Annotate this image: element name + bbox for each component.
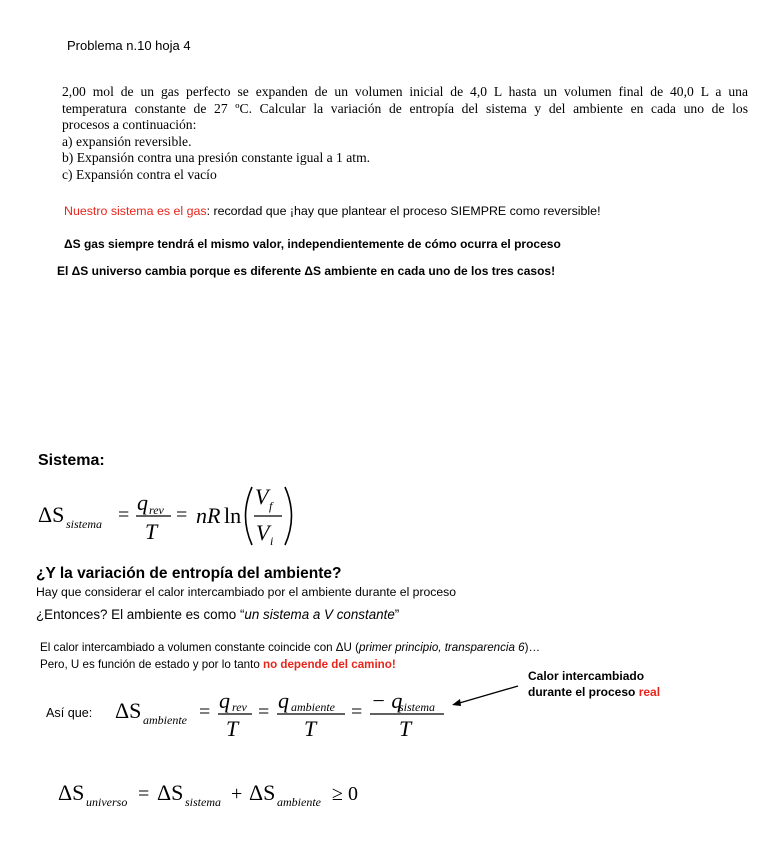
ambiente-equation — [115, 688, 450, 740]
amb-minus-q: − q — [371, 688, 403, 713]
sis-q-sub: rev — [149, 503, 164, 517]
uni-sub-amb: ambiente — [277, 795, 321, 809]
system-note — [64, 204, 601, 218]
ambiente-heat-note: Hay que considerar el calor intercambiado por el ambiente durante el proceso — [36, 585, 457, 599]
gas-entropy-note: ΔS gas siempre tendrá el mismo valor, independientemente de cómo ocurra el proceso — [64, 237, 561, 251]
amb-sis-sub: sistema — [399, 700, 435, 714]
amb-rev-sub: rev — [232, 700, 247, 714]
system-note-text: : recordad que ¡hay que plantear el proceso SIEMPRE como reversible! — [206, 204, 601, 218]
amb-T-3: T — [399, 716, 412, 741]
sis-delta-s: ΔS — [38, 502, 65, 527]
amb-T-1: T — [226, 716, 239, 741]
sistema-equation — [38, 484, 308, 548]
uni-sub: universo — [86, 795, 128, 809]
system-note-highlight: Nuestro sistema es el gas — [64, 204, 207, 218]
amb-q-rev: q — [219, 688, 230, 713]
uni-sub-sis: sistema — [185, 795, 221, 809]
sis-right-paren — [285, 487, 292, 545]
amb-eq-1: = — [199, 701, 211, 723]
real-process-callout — [528, 668, 660, 700]
universe-entropy-note: El ΔS universo cambia porque es diferente ΔS ambiente en cada uno de los tres casos! — [57, 264, 556, 278]
problem-statement — [62, 84, 748, 183]
problem-line-1: 2,00 mol de un gas perfecto se expanden de un volumen inicial de 4,0 L hasta un volumen final de 40,0 L a una — [62, 84, 748, 99]
delta-u-note — [40, 641, 540, 654]
uni-delta-s: ΔS — [58, 780, 85, 805]
uni-delta-s-amb: ΔS — [249, 780, 276, 805]
sis-sub: sistema — [66, 517, 102, 531]
page-title: Problema n.10 hoja 4 — [67, 38, 191, 53]
amb-amb-sub: ambiente — [291, 700, 335, 714]
sis-q: q — [137, 490, 148, 515]
amb-T-2: T — [304, 716, 317, 741]
sis-Vi: V — [256, 520, 270, 545]
pero-highlight: no depende del camino! — [263, 658, 396, 671]
sis-f: f — [269, 499, 273, 513]
pero-text: Pero, U es función de estado y por lo tanto — [40, 658, 263, 671]
amb-delta-s: ΔS — [115, 698, 142, 723]
problem-item-b: b) Expansión contra una presión constante igual a 1 atm. — [62, 150, 371, 165]
entonces-italic: un sistema a V constante — [244, 607, 395, 622]
callout-text: durante el proceso — [528, 685, 639, 699]
amb-eq-2: = — [258, 701, 270, 723]
callout-line-2 — [528, 684, 660, 700]
sis-T: T — [145, 519, 158, 544]
uni-geq: ≥ 0 — [332, 783, 358, 805]
sis-left-paren — [246, 487, 253, 545]
sis-i: i — [270, 534, 274, 548]
callout-highlight: real — [638, 685, 661, 699]
amb-sub: ambiente — [143, 713, 187, 727]
callout-arrow — [448, 684, 520, 708]
problem-item-a: a) expansión reversible. — [62, 133, 192, 149]
uni-eq: = — [138, 783, 150, 805]
sistema-heading: Sistema: — [38, 452, 105, 469]
calor-italic: primer principio, transparencia 6 — [359, 641, 525, 654]
problem-line-3: procesos a continuación: — [62, 117, 197, 132]
sis-eq-1: = — [118, 504, 130, 526]
state-function-note — [40, 658, 396, 671]
amb-eq-3: = — [351, 701, 363, 723]
asi-que-label: Así que: — [46, 706, 93, 720]
sis-Vf: V — [255, 484, 269, 509]
entonces-text: ¿Entonces? El ambiente es como “ — [36, 607, 245, 622]
amb-q-amb: q — [278, 688, 289, 713]
ambiente-constant-volume-note — [36, 607, 399, 622]
sis-nR: nR — [196, 503, 221, 528]
universo-equation — [58, 778, 368, 814]
problem-item-c: c) Expansión contra el vacío — [62, 166, 217, 182]
ambiente-heading: ¿Y la variación de entropía del ambiente? — [36, 565, 342, 582]
problem-line-2: temperatura constante de 27 ºC. Calcular la variación de entropía del sistema y del ambiente en cada uno de los — [62, 100, 748, 116]
entonces-close-quote: ” — [394, 607, 400, 622]
callout-line-1: Calor intercambiado — [528, 669, 645, 683]
calor-text: El calor intercambiado a volumen constante coincide con ΔU ( — [40, 641, 360, 654]
uni-plus: + — [231, 783, 243, 805]
sis-ln: ln — [224, 503, 242, 528]
calor-tail: )… — [524, 641, 541, 654]
uni-delta-s-sis: ΔS — [157, 780, 184, 805]
sis-eq-2: = — [176, 504, 188, 526]
